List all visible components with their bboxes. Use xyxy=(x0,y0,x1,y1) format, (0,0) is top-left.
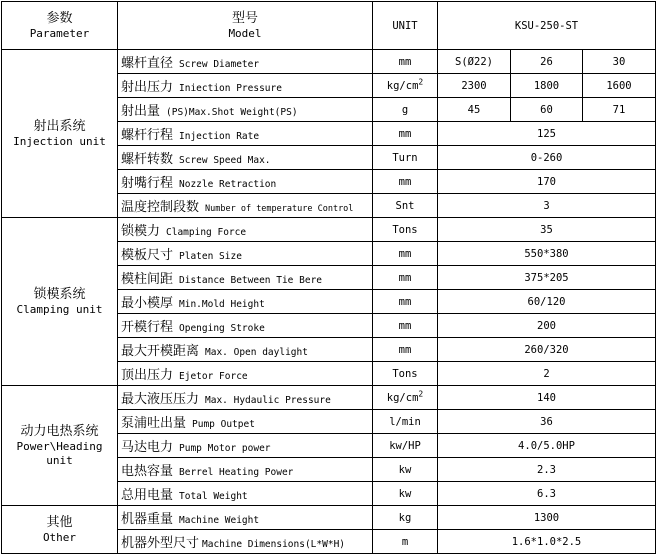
value-cell: 125 xyxy=(438,122,656,146)
model-name-header: KSU-250-ST xyxy=(438,2,656,50)
unit-cell: mm xyxy=(373,290,438,314)
item-label: 射出量 (PS)Max.Shot Weight(PS) xyxy=(118,98,373,122)
value-cell: 45 xyxy=(438,98,511,122)
unit-cell: m xyxy=(373,530,438,554)
value-cell: 375*205 xyxy=(438,266,656,290)
group-other: 其他 Other xyxy=(2,506,118,554)
value-cell: 30 xyxy=(583,50,656,74)
value-cell: 550*380 xyxy=(438,242,656,266)
item-label: 最大液压压力 Max. Hydaulic Pressure xyxy=(118,386,373,410)
unit-header: UNIT xyxy=(373,2,438,50)
unit-cell: kw xyxy=(373,458,438,482)
value-cell: 200 xyxy=(438,314,656,338)
value-cell: 0-260 xyxy=(438,146,656,170)
item-label: 螺杆行程 Injection Rate xyxy=(118,122,373,146)
group-power: 动力电热系统 Power\Heading unit xyxy=(2,386,118,506)
item-label: 机器重量 Machine Weight xyxy=(118,506,373,530)
item-label: 总用电量 Total Weight xyxy=(118,482,373,506)
unit-cell: Turn xyxy=(373,146,438,170)
table-row xyxy=(2,386,656,410)
item-label: 锁模力 Clamping Force xyxy=(118,218,373,242)
value-cell: 60/120 xyxy=(438,290,656,314)
group-injection: 射出系统 Injection unit xyxy=(2,50,118,218)
value-cell: 35 xyxy=(438,218,656,242)
unit-cell: Tons xyxy=(373,218,438,242)
value-cell: 60 xyxy=(511,98,583,122)
item-label: 开模行程 Openging Stroke xyxy=(118,314,373,338)
item-label: 电热容量 Berrel Heating Power xyxy=(118,458,373,482)
value-cell: 260/320 xyxy=(438,338,656,362)
item-label: 射出压力 Iniection Pressure xyxy=(118,74,373,98)
table-row xyxy=(2,218,656,242)
unit-cell: g xyxy=(373,98,438,122)
spec-table xyxy=(1,1,656,554)
value-cell: 4.0/5.0HP xyxy=(438,434,656,458)
group-clamping: 锁模系统 Clamping unit xyxy=(2,218,118,386)
item-label: 最大开模距离 Max. Open daylight xyxy=(118,338,373,362)
value-cell: S(Ø22) xyxy=(438,50,511,74)
unit-cell: Snt xyxy=(373,194,438,218)
value-cell: 36 xyxy=(438,410,656,434)
unit-cell: mm xyxy=(373,50,438,74)
item-label: 泵浦吐出量 Pump Outpet xyxy=(118,410,373,434)
item-label: 模柱间距 Distance Between Tie Bere xyxy=(118,266,373,290)
unit-cell: Tons xyxy=(373,362,438,386)
value-cell: 1600 xyxy=(583,74,656,98)
table-row xyxy=(2,506,656,530)
value-cell: 1800 xyxy=(511,74,583,98)
item-label: 螺杆直径 Screw Diameter xyxy=(118,50,373,74)
value-cell: 6.3 xyxy=(438,482,656,506)
model-header: 型号 Model xyxy=(118,2,373,50)
unit-cell: mm xyxy=(373,242,438,266)
item-label: 螺杆转数 Screw Speed Max. xyxy=(118,146,373,170)
unit-cell: mm xyxy=(373,314,438,338)
unit-cell: mm xyxy=(373,266,438,290)
parameter-header: 参数 Parameter xyxy=(2,2,118,50)
value-cell: 2.3 xyxy=(438,458,656,482)
unit-cell: l/min xyxy=(373,410,438,434)
value-cell: 140 xyxy=(438,386,656,410)
value-cell: 1.6*1.0*2.5 xyxy=(438,530,656,554)
table-row xyxy=(2,50,656,74)
unit-cell: $kg/cm^2$ xyxy=(373,386,438,410)
item-label: 马达电力 Pump Motor power xyxy=(118,434,373,458)
unit-cell: kw/HP xyxy=(373,434,438,458)
unit-cell: kw xyxy=(373,482,438,506)
item-label: 模板尺寸 Platen Size xyxy=(118,242,373,266)
value-cell: 1300 xyxy=(438,506,656,530)
value-cell: 2 xyxy=(438,362,656,386)
unit-cell: $kg/cm^2$ xyxy=(373,74,438,98)
unit-cell: mm xyxy=(373,170,438,194)
unit-cell: kg xyxy=(373,506,438,530)
item-label: 射嘴行程 Nozzle Retraction xyxy=(118,170,373,194)
value-cell: 170 xyxy=(438,170,656,194)
value-cell: 2300 xyxy=(438,74,511,98)
item-label: 机器外型尺寸 Machine Dimensions(L*W*H) xyxy=(118,530,373,554)
item-label: 最小模厚 Min.Mold Height xyxy=(118,290,373,314)
value-cell: 3 xyxy=(438,194,656,218)
unit-cell: mm xyxy=(373,338,438,362)
value-cell: 26 xyxy=(511,50,583,74)
unit-cell: mm xyxy=(373,122,438,146)
header-row xyxy=(2,2,656,50)
item-label: 顶出压力 Ejetor Force xyxy=(118,362,373,386)
value-cell: 71 xyxy=(583,98,656,122)
item-label: 温度控制段数 Number of temperature Control xyxy=(118,194,373,218)
